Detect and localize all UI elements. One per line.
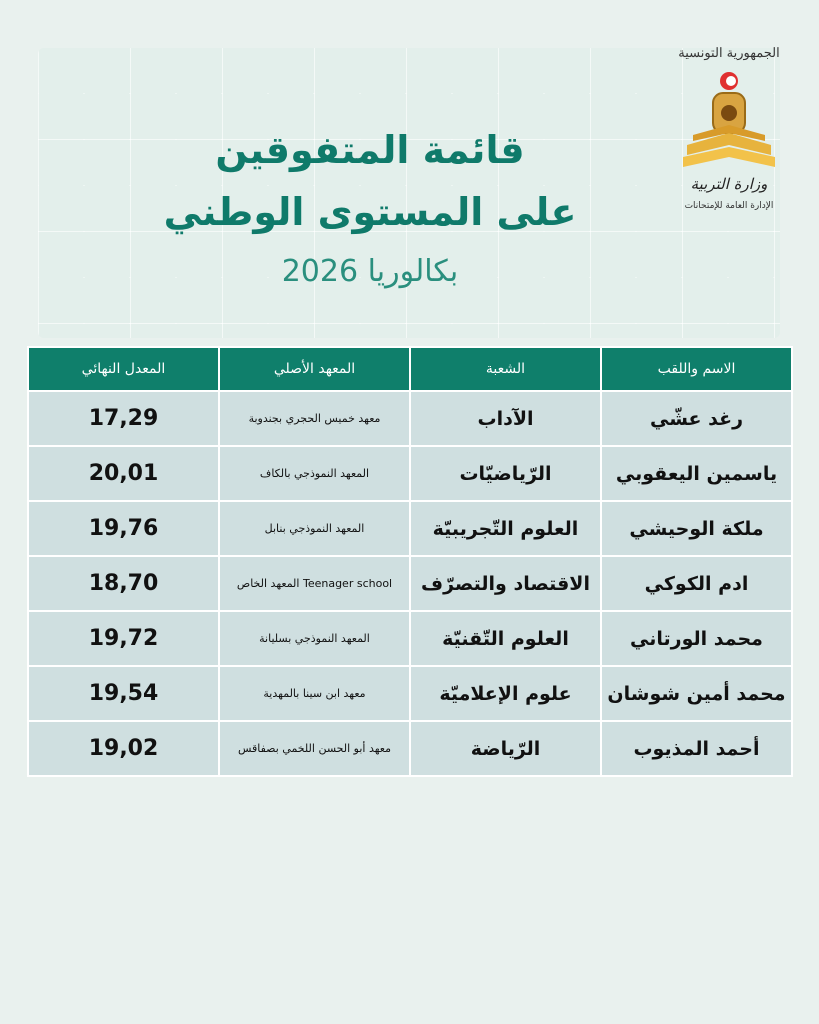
header-branch: الشعبة [410,347,601,391]
student-school: المعهد النموذجي بالكاف [219,446,410,501]
student-score: 19,02 [28,721,219,776]
table-header-row [28,347,792,391]
header-school: المعهد الأصلي [219,347,410,391]
table-row [28,721,792,776]
header-name: الاسم واللقب [601,347,792,391]
student-name: محمد الورتاني [601,611,792,666]
ministry-name: وزارة التربية [690,175,768,193]
student-branch: الرّياضيّات [410,446,601,501]
results-table [27,346,793,777]
page-title-line2: على المستوى الوطني [163,190,577,234]
student-name: أحمد المذيوب [601,721,792,776]
student-score: 19,72 [28,611,219,666]
student-score: 19,76 [28,501,219,556]
student-branch: العلوم التّجريبيّة [410,501,601,556]
table-row [28,666,792,721]
student-school: معهد ابن سينا بالمهدية [219,666,410,721]
page-subtitle-year: بكالوريا 2026 [281,254,459,289]
student-score: 19,54 [28,666,219,721]
student-school: معهد أبو الحسن اللخمي بصفاقس [219,721,410,776]
student-name: رغد عشّي [601,391,792,446]
student-branch: العلوم التّقنيّة [410,611,601,666]
header-score: المعدل النهائي [28,347,219,391]
page-title-line1: قائمة المتفوقين [215,128,525,172]
student-branch: الرّياضة [410,721,601,776]
republic-label: الجمهورية التونسية [678,46,780,61]
student-name: ملكة الوحيشي [601,501,792,556]
table-row [28,501,792,556]
student-branch: الاقتصاد والتصرّف [410,556,601,611]
student-name: ياسمين اليعقوبي [601,446,792,501]
student-school: Teenager school المعهد الخاص [219,556,410,611]
student-score: 20,01 [28,446,219,501]
student-school: المعهد النموذجي بسليانة [219,611,410,666]
department-name: الإدارة العامة للإمتحانات [684,201,774,211]
emblem-icon [679,63,779,175]
student-branch: علوم الإعلاميّة [410,666,601,721]
student-score: 17,29 [28,391,219,446]
table-row [28,556,792,611]
student-name: ادم الكوكي [601,556,792,611]
table-row [28,391,792,446]
student-score: 18,70 [28,556,219,611]
student-name: محمد أمين شوشان [601,666,792,721]
student-school: معهد خميس الحجري بجندوبة [219,391,410,446]
table-row [28,446,792,501]
ministry-logo [664,44,794,234]
student-branch: الآداب [410,391,601,446]
student-school: المعهد النموذجي بنابل [219,501,410,556]
table-row [28,611,792,666]
